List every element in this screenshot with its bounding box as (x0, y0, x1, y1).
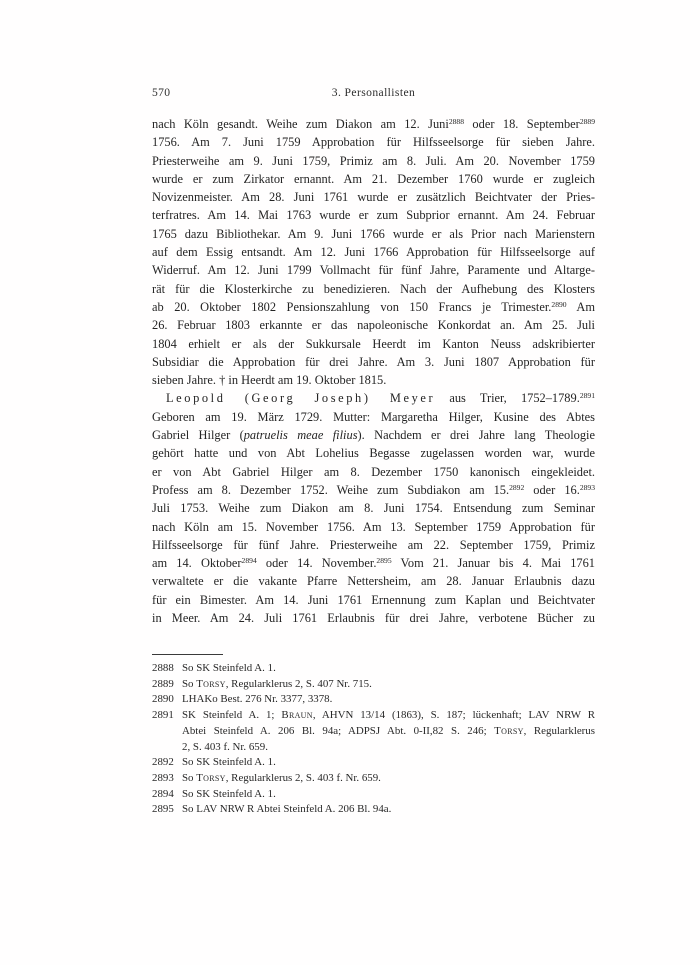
footnote-list (152, 661, 595, 818)
text-line (152, 115, 595, 133)
footnote-number: 2889 (152, 677, 174, 690)
footnote-line (182, 740, 595, 756)
footnote (152, 661, 595, 677)
text-line (152, 444, 595, 462)
footnote-ref: 2889 (579, 116, 595, 126)
paragraph (152, 115, 595, 389)
text-line (152, 280, 595, 298)
footnote-number: 2891 (152, 709, 174, 722)
text-line (152, 518, 595, 536)
text-run: in Meer. Am 24. Juli 1761 Erlaubnis für drei Jahre, verbotene Bücher zu (152, 611, 595, 626)
page-number: 570 (152, 86, 171, 99)
footnote (152, 708, 595, 755)
footnote-text (182, 661, 595, 677)
text-run: So (182, 677, 197, 690)
footnote (152, 755, 595, 771)
author-name: Braun (281, 709, 313, 722)
text-line (152, 335, 595, 353)
text-line (152, 389, 595, 407)
text-run: Am (566, 299, 595, 314)
footnote-number: 2892 (152, 756, 174, 769)
footnote-line (182, 724, 595, 740)
text-line (152, 225, 595, 243)
footnote-line (182, 802, 595, 818)
footnote-text (182, 771, 595, 787)
text-run: wurde er zum Zirkator ernannt. Am 21. Dezember 1760 wurde er zugleich (152, 171, 595, 186)
footnote-ref: 2890 (551, 299, 567, 309)
text-line (152, 152, 595, 170)
author-name: Torsy (196, 677, 226, 690)
text-run: Subsidiar die Approbation für drei Jahre. Am 3. Juni 1807 Approbation für (152, 354, 595, 369)
text-run: , Regularklerus (523, 724, 595, 737)
text-run: oder 14. November. (256, 556, 377, 571)
author-name: Torsy (196, 771, 226, 784)
footnote-line (182, 755, 595, 771)
footnote-line (182, 787, 595, 803)
text-run: auf dem Essig entsandt. Am 12. Juni 1766 Approbation für Hilfsseelsorge auf (152, 245, 595, 260)
footnote-ref: 2894 (241, 555, 257, 565)
text-run: Profess am 8. Dezember 1752. Weihe zum Subdiakon am 15. (152, 482, 510, 497)
footnote (152, 802, 595, 818)
footnote-ref: 2895 (376, 555, 392, 565)
footnote-line (182, 677, 595, 693)
text-run: rät für die Klosterkirche zu benedizieren. Nach der Aufhebung des Klosters (152, 281, 595, 296)
footnote-text (182, 755, 595, 771)
text-run: , Regularklerus 2, S. 407 Nr. 715. (225, 677, 372, 690)
text-run: terfratres. Am 14. Mai 1763 wurde er zum Subprior ernannt. Am 24. Februar (152, 208, 595, 223)
text-run: Hilfsseelsorge für fünf Jahre. Priesterweihe am 22. September 1759, Primiz (152, 537, 595, 552)
text-run: aus Trier, 1752–1789. (435, 391, 580, 406)
text-line (152, 572, 595, 590)
text-line (152, 170, 595, 188)
text-run: So (182, 771, 197, 784)
footnote (152, 771, 595, 787)
text-run: 1765 dazu Bibliothekar. Am 9. Juni 1766 wurde er als Prior nach Marienstern (152, 226, 595, 241)
text-run: Vom 21. Januar bis 4. Mai 1761 (391, 556, 595, 571)
text-run: So SK Steinfeld A. 1. (182, 756, 276, 769)
text-run: 2, S. 403 f. Nr. 659. (182, 740, 268, 753)
footnote-number: 2888 (152, 662, 174, 674)
text-run: gehört hatte und von Abt Lohelius Begasse zugelassen worden war, wurde (152, 446, 595, 461)
text-run: für ein Bimester. Am 14. Juni 1761 Ernennung zum Kaplan und Beichtvater (152, 592, 595, 607)
footnote-number: 2895 (152, 803, 174, 816)
text-run: verwaltete er die vakante Pfarre Nettersheim, am 28. Januar Erlaubnis dazu (152, 574, 595, 589)
text-line (152, 298, 595, 316)
paragraph (152, 389, 595, 627)
text-run: ). Nachdem er drei Jahre lang Theologie (357, 428, 595, 443)
text-run: Juli 1753. Weihe zum Diakon am 8. Juni 1754. Entsendung zum Seminar (152, 501, 595, 516)
text-run: , AHVN 13/14 (1863), S. 187; lückenhaft; LAV NRW R (312, 709, 595, 722)
body-text (152, 115, 595, 627)
text-run: 26. Februar 1803 erkannte er das napoleonische Konkordat an. Am 25. Juli (152, 318, 595, 333)
text-line (152, 499, 595, 517)
footnote-separator (152, 654, 223, 655)
footnote-text (182, 787, 595, 803)
text-run: oder 18. September (464, 117, 580, 131)
footnote-line (182, 661, 595, 677)
text-line (152, 261, 595, 279)
latin-phrase: patruelis meae filius (243, 428, 358, 443)
text-run: ab 20. Oktober 1802 Pensionszahlung von 150 Francs je Trimester. (152, 299, 552, 314)
footnote (152, 692, 595, 708)
text-line (152, 554, 595, 572)
text-line (152, 609, 595, 627)
text-line (152, 188, 595, 206)
person-name: Leopold (Georg Joseph) Meyer (166, 391, 436, 406)
text-line (152, 463, 595, 481)
text-run: Abtei Steinfeld A. 206 Bl. 94a; ADPSJ Abt. 0-II,82 S. 246; (182, 724, 495, 737)
footnote-ref: 2888 (448, 116, 464, 126)
text-run: 1756. Am 7. Juni 1759 Approbation für Hilfsseelsorge für sieben Jahre. (152, 135, 595, 150)
text-line (152, 591, 595, 609)
footnote-number: 2890 (152, 693, 174, 706)
text-run: So SK Steinfeld A. 1. (182, 662, 276, 674)
text-run: sieben Jahre. † in Heerdt am 19. Oktober 1815. (152, 373, 387, 388)
text-run: Novizenmeister. Am 28. Juni 1761 wurde er zusätzlich Beichtvater der Pries- (152, 190, 595, 205)
footnote-line (182, 771, 595, 787)
text-line (152, 353, 595, 371)
text-run: Widerruf. Am 12. Juni 1799 Vollmacht für fünf Jahre, Paramente und Altarge- (152, 263, 595, 278)
author-name: Torsy (494, 724, 524, 737)
text-run: LHAKo Best. 276 Nr. 3377, 3378. (182, 693, 333, 706)
footnote-ref: 2892 (509, 482, 525, 492)
text-line (152, 206, 595, 224)
text-run: oder 16. (524, 482, 580, 497)
text-line (152, 133, 595, 151)
text-line (152, 481, 595, 499)
text-line (152, 536, 595, 554)
text-run: So LAV NRW R Abtei Steinfeld A. 206 Bl. 94a. (182, 803, 392, 816)
footnote (152, 787, 595, 803)
footnote-number: 2894 (152, 787, 174, 800)
footnote-text (182, 692, 595, 708)
footnote-text (182, 708, 595, 755)
text-line (152, 243, 595, 261)
text-run: SK Steinfeld A. 1; (182, 709, 282, 722)
text-run: , Regularklerus 2, S. 403 f. Nr. 659. (225, 771, 381, 784)
text-run: nach Köln gesandt. Weihe zum Diakon am 12. Juni (152, 117, 449, 131)
text-run: am 14. Oktober (152, 556, 242, 571)
footnote-text (182, 677, 595, 693)
text-line (152, 408, 595, 426)
text-run: Geboren am 19. März 1729. Mutter: Margaretha Hilger, Kusine des Abtes (152, 409, 595, 424)
footnote (152, 677, 595, 693)
footnote-text (182, 802, 595, 818)
text-run: er von Abt Gabriel Hilger am 8. Dezember 1750 kanonisch eingekleidet. (152, 464, 595, 479)
footnote-line (182, 708, 595, 724)
text-line (152, 316, 595, 334)
text-run: 1804 erhielt er als der Sukkursale Heerdt im Kanton Neuss adskribierter (152, 336, 595, 351)
text-run: Gabriel Hilger ( (152, 428, 244, 443)
text-run: Priesterweihe am 9. Juni 1759, Primiz am 8. Juli. Am 20. November 1759 (152, 153, 595, 168)
running-header (152, 86, 595, 101)
text-run: So SK Steinfeld A. 1. (182, 787, 276, 800)
text-line (152, 426, 595, 444)
running-title: 3. Personallisten (331, 86, 416, 99)
text-run: nach Köln am 15. November 1756. Am 13. September 1759 Approbation für (152, 519, 595, 534)
footnote-ref: 2891 (579, 391, 595, 401)
text-line (152, 371, 595, 389)
footnote-number: 2893 (152, 771, 174, 784)
footnote-line (182, 692, 595, 708)
footnote-ref: 2893 (579, 482, 596, 492)
